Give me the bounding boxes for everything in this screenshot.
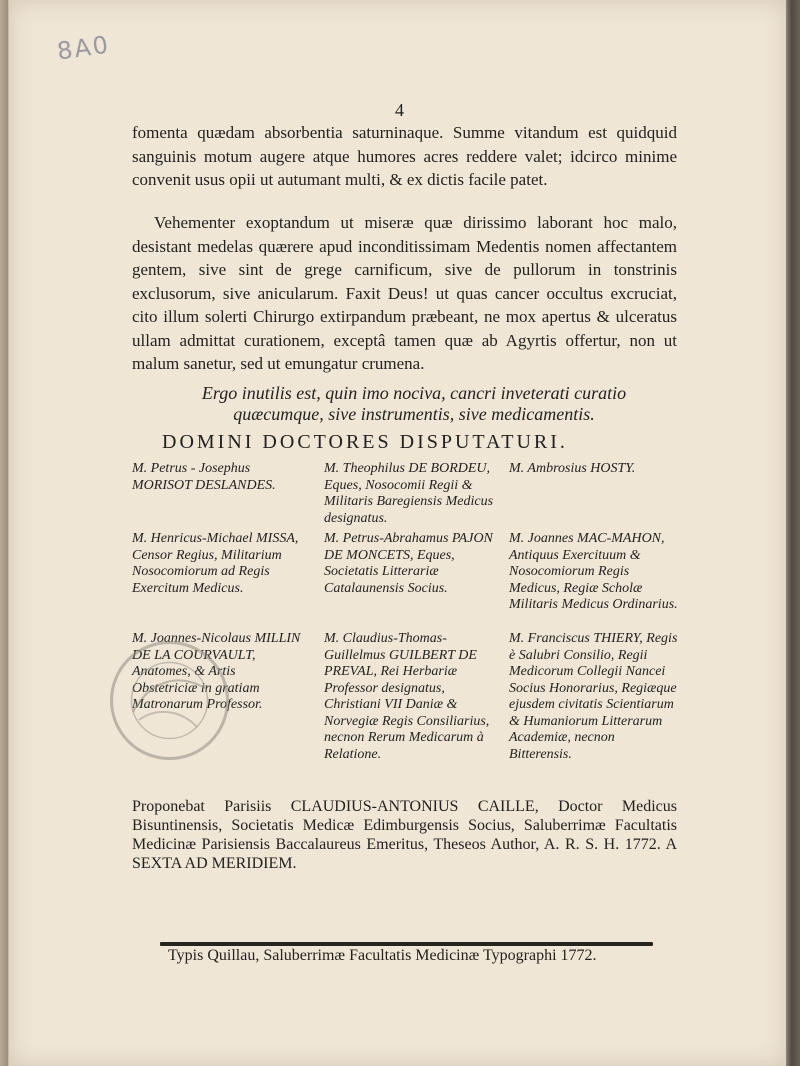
- doctor-entry: M. Joannes MAC-MAHON, Antiquus Exercituum & Nosocomiorum Regis Medicus, Regiæ Scholæ Militaris Medicus Ordinarius.: [509, 531, 678, 612]
- printer-imprint: Typis Quillau, Saluberrimæ Facultatis Medicinæ Typographi 1772.: [168, 947, 597, 964]
- proponebat-paragraph: Proponebat Parisiis CLAUDIUS-ANTONIUS CAILLE, Doctor Medicus Bisuntinensis, Societatis Medicæ Edimburgensis Socius, Saluberrimæ Facultatis Medicinæ Parisiensis Baccalaureus Emeritus, Theseos Author, A. R. S. H. 1772. A SEXTA AD MERIDIEM.: [132, 798, 677, 872]
- doctor-entry: M. Theophilus DE BORDEU, Eques, Nosocomii Regii & Militaris Baregiensis Medicus designatus.: [324, 461, 494, 526]
- paragraph-2: Vehementer exoptandum ut miseræ quæ dirissimo laborant hoc malo, desistant medelas quærere apud inconditissimam Medentis nomen affectantem gentem, sive sint de grege carnificum, sive de pullorum in tonstrinis exclusorum, sive anicularum. Faxit Deus! ut quas cancer occultus excruciat, cito illum solerti Chirurgo extirpandum præbeant, ne mox apertus & ulceratus ullam admittat curationem, exceptâ tamen quæ ab Agyrtis offertur, non ut malum sanetur, sed ut emungatur crumena.: [132, 213, 677, 373]
- doctor-entry: M. Claudius-Thomas-Guillelmus GUILBERT DE PREVAL, Rei Herbariæ Professor designatus, Christiani VII Daniæ & Norvegiæ Regis Consiliarius, necnon Rerum Medicarum à Relatione.: [324, 631, 490, 762]
- book-right-edge: [786, 0, 800, 1066]
- book-left-edge: [0, 0, 8, 1066]
- library-stamp-icon: [101, 632, 238, 769]
- doctor-entry: M. Petrus - Josephus MORISOT DESLANDES.: [132, 461, 276, 493]
- doctors-title: DOMINI DOCTORES DISPUTATURI.: [162, 431, 568, 453]
- document-page: [8, 0, 787, 1066]
- doctor-entry: M. Ambrosius HOSTY.: [509, 461, 636, 476]
- pencil-note: 8A0: [55, 30, 112, 66]
- doctor-entry: M. Petrus-Abrahamus PAJON DE MONCETS, Eques, Societatis Litterariæ Catalaunensis Socius.: [324, 531, 493, 596]
- page-number: 4: [395, 100, 404, 120]
- thesis-statement: Ergo inutilis est, quin imo nociva, cancri inveterati curatio quæcumque, sive instrumentis, sive medicamentis.: [201, 383, 627, 424]
- paragraph-1: fomenta quædam absorbentia saturninaque. Summe vitandum est quidquid sanguinis motum augere atque humores acres reddere valet; idcirco minime convenit usus opii ut autumant multi, & ex dictis facile patet.: [132, 123, 677, 189]
- doctor-entry: M. Franciscus THIERY, Regis è Salubri Consilio, Regii Medicorum Collegii Nancei Socius Honorarius, Regiæque ejusdem civitatis Scientiarum & Humaniorum Litterarum Academiæ, necnon Bitterensis.: [509, 631, 678, 762]
- doctor-entry: M. Joannes-Nicolaus MILLIN DE LA COURVAULT, Anatomes, & Artis Obstetriciæ in gratiam Matronarum Professor.: [132, 631, 301, 712]
- doctor-entry: M. Henricus-Michael MISSA, Censor Regius, Militarium Nosocomiorum ad Regis Exercitum Medicus.: [132, 531, 299, 596]
